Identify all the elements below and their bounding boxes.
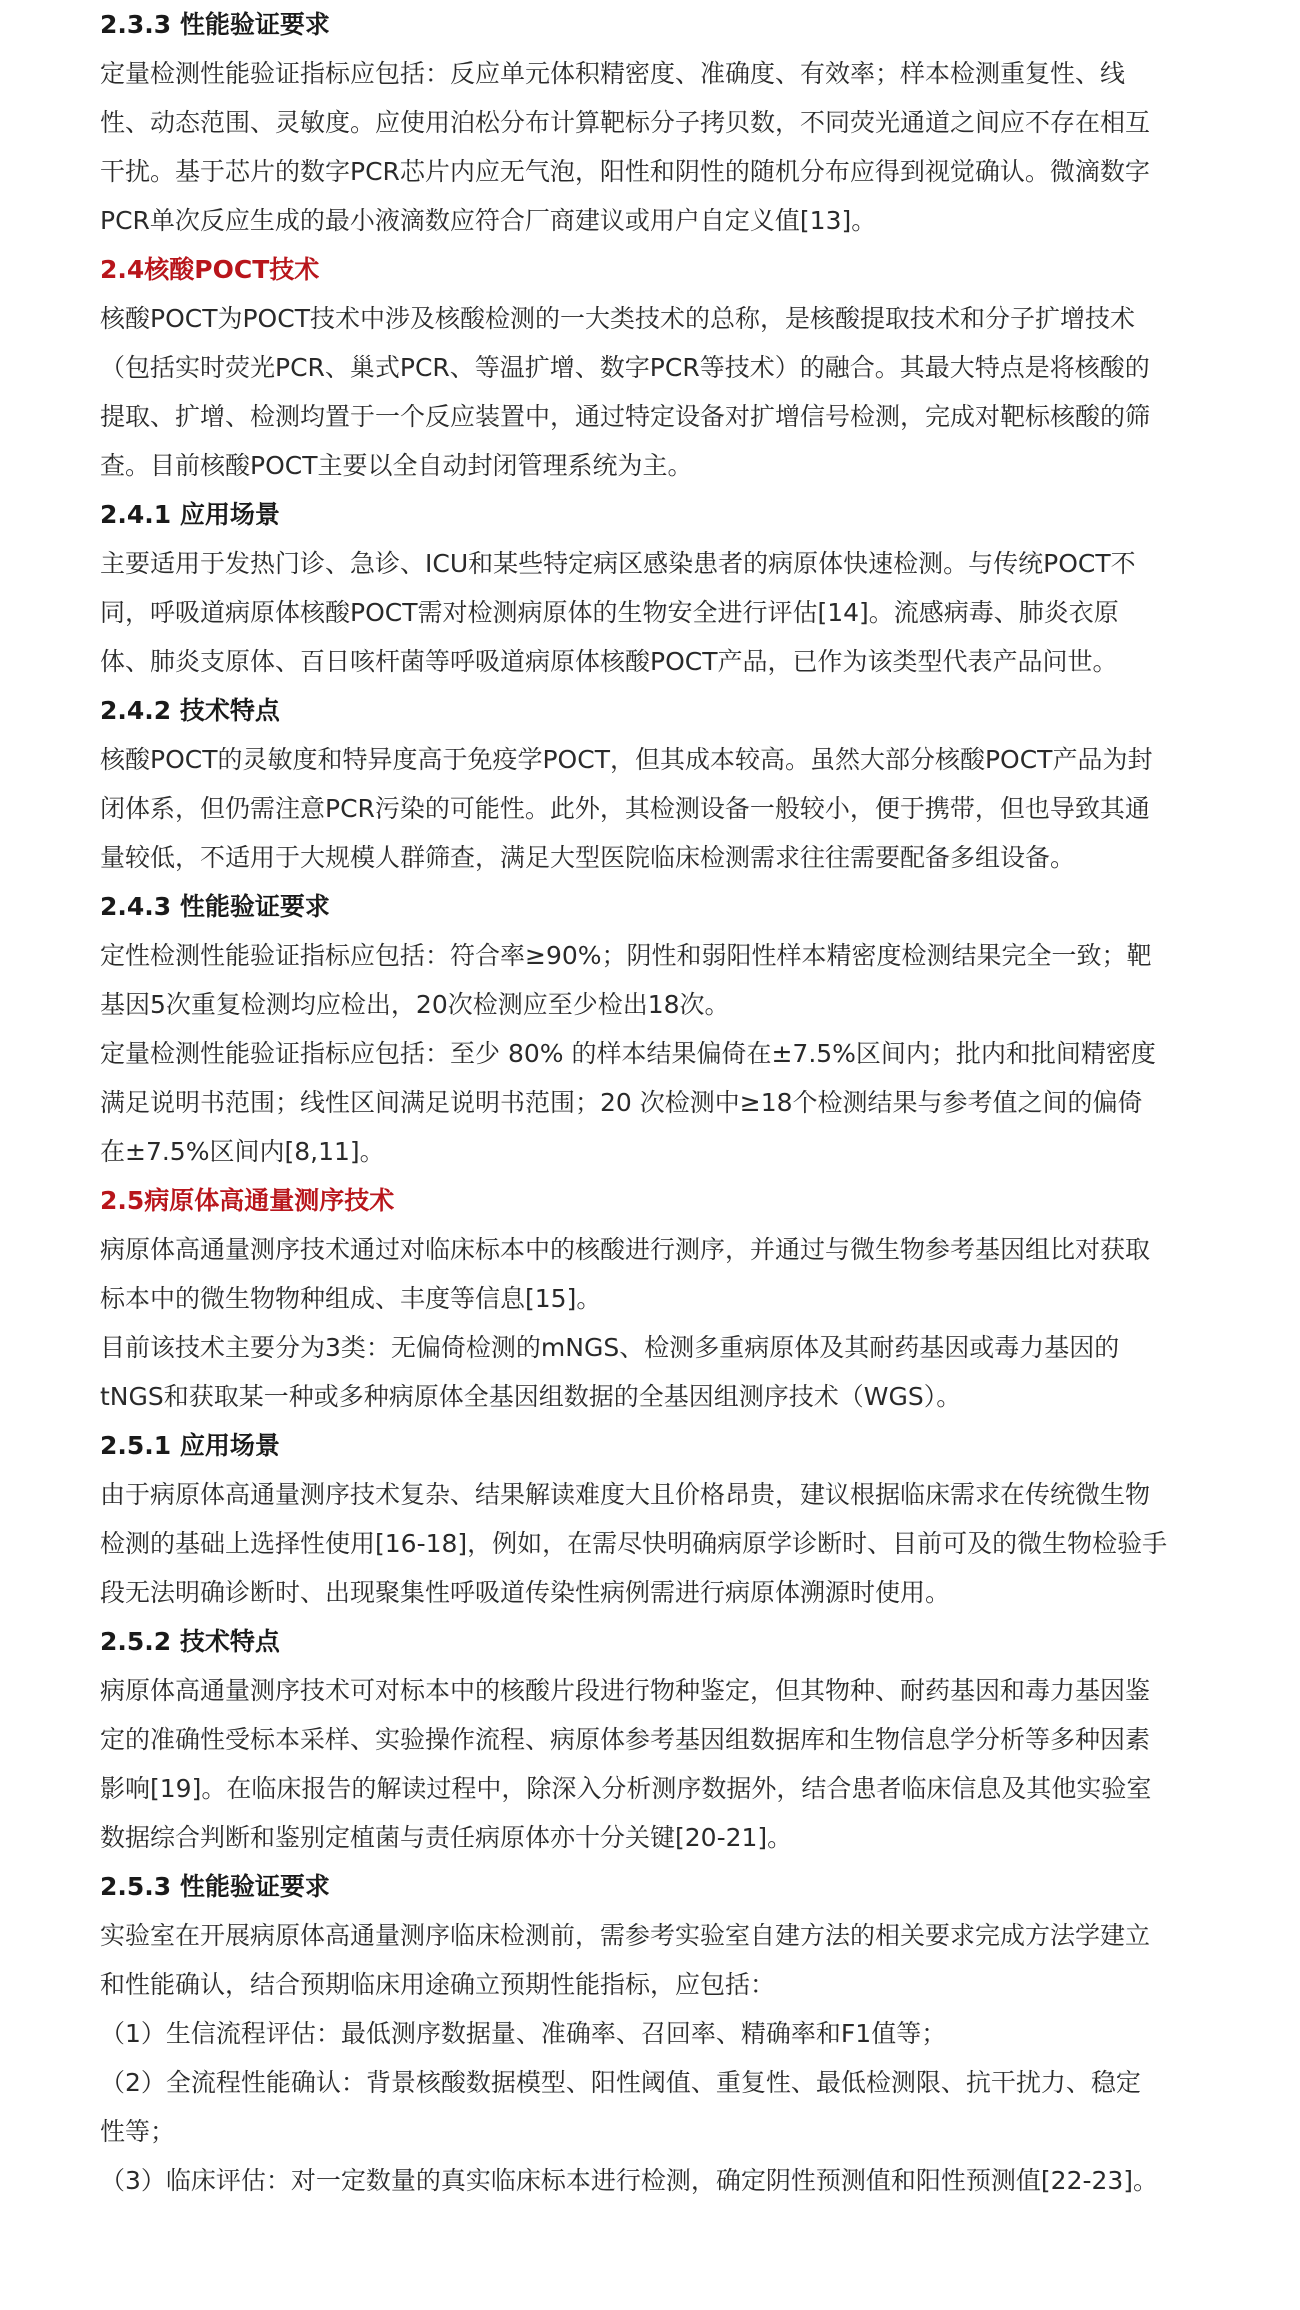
- paragraph-2-5-intro: [100, 1225, 1200, 1323]
- text-line: 提取、扩增、检测均置于一个反应装置中，通过特定设备对扩增信号检测，完成对靶标核酸的筛: [100, 402, 1151, 431]
- paragraph-2-5-types: [100, 1323, 1200, 1421]
- heading-2-4-3: 2.4.3 性能验证要求: [100, 892, 330, 921]
- heading-2-5-2: 2.5.2 技术特点: [100, 1627, 280, 1656]
- text-line: 定量检测性能验证指标应包括：至少 80% 的样本结果偏倚在±7.5%区间内；批内和批间精密度: [100, 1039, 1156, 1068]
- text-line: 性、动态范围、灵敏度。应使用泊松分布计算靶标分子拷贝数，不同荧光通道之间应不存在相互: [100, 108, 1151, 137]
- text-line: 查。目前核酸POCT主要以全自动封闭管理系统为主。: [100, 451, 693, 480]
- text-line: 实验室在开展病原体高通量测序临床检测前，需参考实验室自建方法的相关要求完成方法学建立: [100, 1921, 1151, 1950]
- paragraph-2-4-2: [100, 735, 1200, 882]
- text-line: 闭体系，但仍需注意PCR污染的可能性。此外，其检测设备一般较小，便于携带，但也导致其通: [100, 794, 1150, 823]
- text-line: 由于病原体高通量测序技术复杂、结果解读难度大且价格昂贵，建议根据临床需求在传统微生物: [100, 1480, 1151, 1509]
- paragraph-2-4-3-qualitative: [100, 931, 1200, 1029]
- heading-2-5-3: 2.5.3 性能验证要求: [100, 1872, 330, 1901]
- list-item-1: [100, 2009, 1200, 2058]
- document-content: [100, 0, 1200, 2205]
- text-line: （1）生信流程评估：最低测序数据量、准确率、召回率、精确率和F1值等；: [100, 2019, 947, 2048]
- text-line: 核酸POCT的灵敏度和特异度高于免疫学POCT，但其成本较高。虽然大部分核酸POCT产品为封: [100, 745, 1153, 774]
- text-line: 干扰。基于芯片的数字PCR芯片内应无气泡，阳性和阴性的随机分布应得到视觉确认。微滴数字: [100, 157, 1150, 186]
- heading-2-3-3: 2.3.3 性能验证要求: [100, 10, 330, 39]
- list-item-3: [100, 2156, 1200, 2205]
- paragraph-2-4-intro: [100, 294, 1200, 490]
- heading-2-4: 2.4核酸POCT技术: [100, 255, 320, 284]
- heading-2-4-1: 2.4.1 应用场景: [100, 500, 280, 529]
- list-item-2: [100, 2058, 1200, 2156]
- text-line: PCR单次反应生成的最小液滴数应符合厂商建议或用户自定义值[13]。: [100, 206, 877, 235]
- text-line: 基因5次重复检测均应检出，20次检测应至少检出18次。: [100, 990, 730, 1019]
- text-line: 定量检测性能验证指标应包括：反应单元体积精密度、准确度、有效率；样本检测重复性、线: [100, 59, 1126, 88]
- paragraph-2-5-3-intro: [100, 1911, 1200, 2009]
- text-line: 满足说明书范围；线性区间满足说明书范围；20 次检测中≥18个检测结果与参考值之间的偏倚: [100, 1088, 1143, 1117]
- text-line: 病原体高通量测序技术可对标本中的核酸片段进行物种鉴定，但其物种、耐药基因和毒力基因鉴: [100, 1676, 1151, 1705]
- text-line: 性等；: [100, 2117, 176, 2146]
- text-line: 定性检测性能验证指标应包括：符合率≥90%；阴性和弱阳性样本精密度检测结果完全一致；靶: [100, 941, 1152, 970]
- heading-2-4-2: 2.4.2 技术特点: [100, 696, 280, 725]
- text-line: 主要适用于发热门诊、急诊、ICU和某些特定病区感染患者的病原体快速检测。与传统POCT不: [100, 549, 1136, 578]
- paragraph-2-4-3-quantitative: [100, 1029, 1200, 1176]
- text-line: 核酸POCT为POCT技术中涉及核酸检测的一大类技术的总称，是核酸提取技术和分子扩增技术: [100, 304, 1135, 333]
- text-line: 量较低，不适用于大规模人群筛查，满足大型医院临床检测需求往往需要配备多组设备。: [100, 843, 1076, 872]
- text-line: 检测的基础上选择性使用[16-18]，例如，在需尽快明确病原学诊断时、目前可及的微生物检验手: [100, 1529, 1168, 1558]
- paragraph-2-5-1: [100, 1470, 1200, 1617]
- text-line: （包括实时荧光PCR、巢式PCR、等温扩增、数字PCR等技术）的融合。其最大特点是将核酸的: [100, 353, 1150, 382]
- text-line: 同，呼吸道病原体核酸POCT需对检测病原体的生物安全进行评估[14]。流感病毒、肺炎衣原: [100, 598, 1119, 627]
- paragraph-2-5-2: [100, 1666, 1200, 1862]
- text-line: （3）临床评估：对一定数量的真实临床标本进行检测，确定阴性预测值和阳性预测值[22-23]。: [100, 2166, 1159, 2195]
- text-line: 段无法明确诊断时、出现聚集性呼吸道传染性病例需进行病原体溯源时使用。: [100, 1578, 951, 1607]
- text-line: 定的准确性受标本采样、实验操作流程、病原体参考基因组数据库和生物信息学分析等多种因素: [100, 1725, 1151, 1754]
- text-line: 目前该技术主要分为3类：无偏倚检测的mNGS、检测多重病原体及其耐药基因或毒力基因的: [100, 1333, 1120, 1362]
- text-line: tNGS和获取某一种或多种病原体全基因组数据的全基因组测序技术（WGS）。: [100, 1382, 962, 1411]
- heading-2-5: 2.5病原体高通量测序技术: [100, 1186, 395, 1215]
- text-line: （2）全流程性能确认：背景核酸数据模型、阳性阈值、重复性、最低检测限、抗干扰力、稳定: [100, 2068, 1141, 2097]
- text-line: 体、肺炎支原体、百日咳杆菌等呼吸道病原体核酸POCT产品，已作为该类型代表产品问世。: [100, 647, 1118, 676]
- text-line: 标本中的微生物物种组成、丰度等信息[15]。: [100, 1284, 602, 1313]
- paragraph-2-3-3-quantitative: [100, 49, 1200, 245]
- paragraph-2-4-1: [100, 539, 1200, 686]
- text-line: 数据综合判断和鉴别定植菌与责任病原体亦十分关键[20-21]。: [100, 1823, 793, 1852]
- heading-2-5-1: 2.5.1 应用场景: [100, 1431, 280, 1460]
- text-line: 病原体高通量测序技术通过对临床标本中的核酸进行测序，并通过与微生物参考基因组比对获取: [100, 1235, 1151, 1264]
- text-line: 在±7.5%区间内[8,11]。: [100, 1137, 385, 1166]
- text-line: 和性能确认，结合预期临床用途确立预期性能指标，应包括：: [100, 1970, 776, 1999]
- text-line: 影响[19]。在临床报告的解读过程中，除深入分析测序数据外，结合患者临床信息及其他实验室: [100, 1774, 1152, 1803]
